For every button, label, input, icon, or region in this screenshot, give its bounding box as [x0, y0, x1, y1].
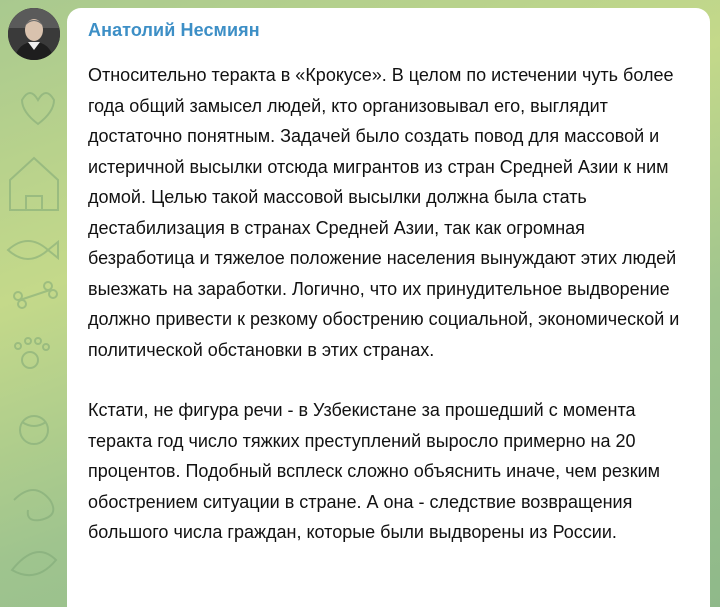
tennis-ball-doodle-icon	[20, 416, 48, 444]
message-author-name[interactable]: Анатолий Несмиян	[88, 20, 260, 40]
author-avatar-image	[8, 8, 60, 60]
leaf-doodle-icon	[12, 552, 56, 575]
doghouse-doodle-icon	[10, 158, 58, 210]
author-avatar[interactable]	[8, 8, 60, 60]
message-paragraph: Относительно теракта в «Крокусе». В целом по истечении чуть более года общий замысел людей, кто организовывал его, выглядит достаточно понятным. Задачей было создать повод для массовой и истеричной высылки отсюда мигрантов из стран Средней Азии к ним домой. Целью такой массовой высылки должна была стать дестабилизация в странах Средней Азии, так как огромная безработица и тяжелое положение населения вынуждают этих людей выезжать на заработки. Логично, что их принудительное выдворение должно привести к резкому обострению социальной, экономической и политической обстановки в этих странах.	[88, 65, 680, 360]
message-bubble	[67, 8, 710, 607]
heart-doodle-icon	[22, 93, 54, 124]
bone-doodle-icon	[14, 282, 57, 308]
fish-doodle-icon	[8, 241, 58, 259]
message-paragraph: Кстати, не фигура речи - в Узбекистане за прошедший с момента теракта год число тяжких преступлений выросло примерно на 20 процентов. Подобный всплеск сложно объяснить иначе, чем резким обострением ситуации в стране. А она - следствие возвращения большого числа граждан, которые были выдворены из России.	[88, 400, 661, 542]
swirl-doodle-icon	[14, 490, 53, 520]
paw-doodle-icon	[15, 338, 49, 368]
